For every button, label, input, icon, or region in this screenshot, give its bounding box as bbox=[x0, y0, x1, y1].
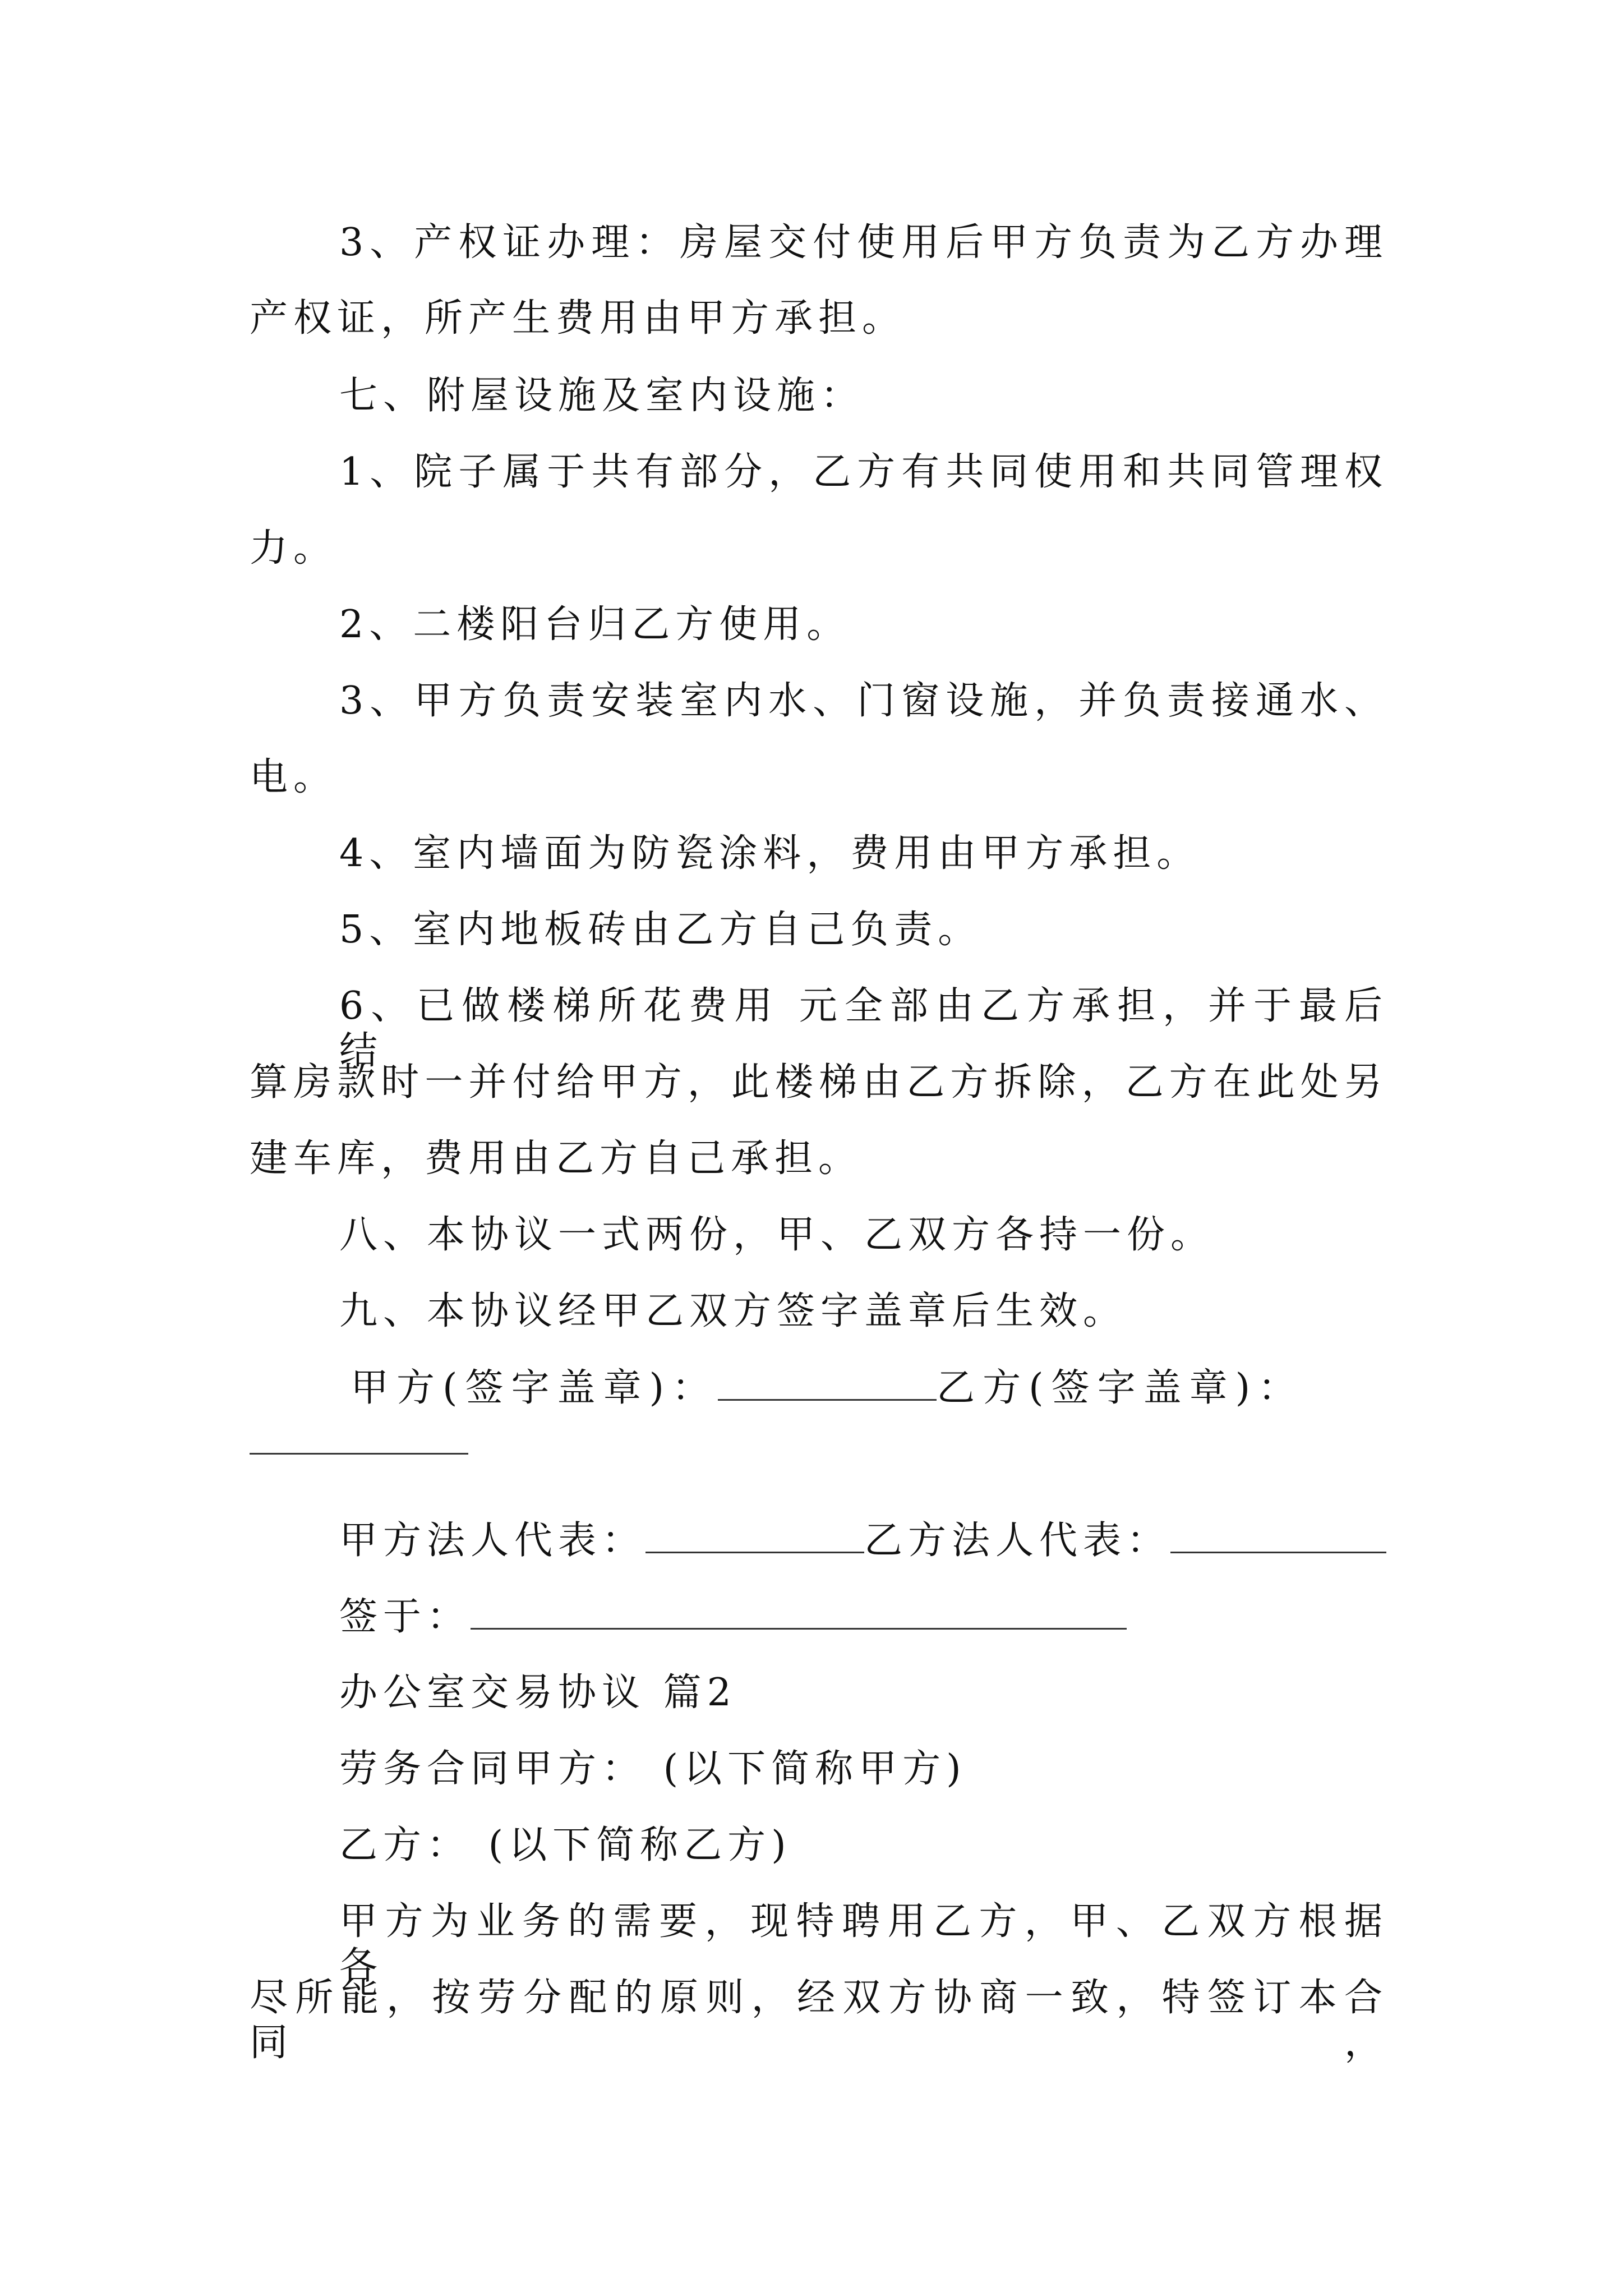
paragraph-line: 算房款时一并付给甲方，此楼梯由乙方拆除，乙方在此处另 bbox=[250, 1060, 1388, 1105]
signed-at-row bbox=[339, 1594, 1388, 1640]
party-b-seal-label: 乙方(签字盖章)： bbox=[937, 1366, 1304, 1410]
signed-at-label: 签于： bbox=[339, 1595, 471, 1639]
paragraph-line: 3、产权证办理：房屋交付使用后甲方负责为乙方办理 bbox=[339, 220, 1388, 265]
section-heading: 七、附屋设施及室内设施： bbox=[339, 374, 865, 418]
party-a-seal-label: 甲方(签字盖章)： bbox=[351, 1366, 718, 1410]
party-a-rep-blank[interactable] bbox=[645, 1518, 864, 1553]
party-b-intro: 乙方： (以下简称乙方) bbox=[339, 1823, 792, 1867]
paragraph-line: 九、本协议经甲乙双方签字盖章后生效。 bbox=[339, 1289, 1127, 1333]
party-a-rep-label: 甲方法人代表： bbox=[339, 1519, 646, 1563]
paragraph-line: 八、本协议一式两份，甲、乙双方各持一份。 bbox=[339, 1213, 1215, 1257]
paragraph-line: 电。 bbox=[250, 755, 338, 799]
party-b-seal-blank[interactable] bbox=[250, 1453, 468, 1455]
party-b-rep-blank[interactable] bbox=[1170, 1518, 1386, 1553]
party-a-intro: 劳务合同甲方： (以下简称甲方) bbox=[339, 1747, 967, 1791]
paragraph-line: 4、室内墙面为防瓷涂料，费用由甲方承担。 bbox=[339, 831, 1201, 876]
paragraph-line: 产权证，所产生费用由甲方承担。 bbox=[250, 296, 906, 341]
paragraph-line: 建车库，费用由乙方自己承担。 bbox=[250, 1137, 863, 1181]
paragraph-line: 甲方为业务的需要，现特聘用乙方，甲、乙双方根据各 bbox=[339, 1899, 1388, 1989]
signed-at-blank[interactable] bbox=[471, 1594, 1127, 1630]
paragraph-line: 1、院子属于共有部分，乙方有共同使用和共同管理权 bbox=[339, 450, 1388, 494]
paragraph-line: 尽所能，按劳分配的原则，经双方协商一致，特签订本合同， bbox=[250, 1976, 1388, 2065]
paragraph-line: 力。 bbox=[250, 526, 338, 570]
section2-heading: 办公室交易协议 篇2 bbox=[339, 1671, 737, 1715]
party-a-seal-blank[interactable] bbox=[718, 1365, 937, 1401]
paragraph-line: 2、二楼阳台归乙方使用。 bbox=[339, 602, 851, 647]
legal-rep-row bbox=[339, 1518, 1388, 1563]
party-b-rep-label: 乙方法人代表： bbox=[864, 1519, 1171, 1563]
paragraph-line: 6、已做楼梯所花费用 元全部由乙方承担，并于最后结 bbox=[339, 984, 1388, 1073]
paragraph-line: 5、室内地板砖由乙方自己负责。 bbox=[339, 908, 982, 952]
paragraph-line: 3、甲方负责安装室内水、门窗设施，并负责接通水、 bbox=[339, 679, 1388, 723]
signature-seal-row bbox=[351, 1365, 1388, 1411]
